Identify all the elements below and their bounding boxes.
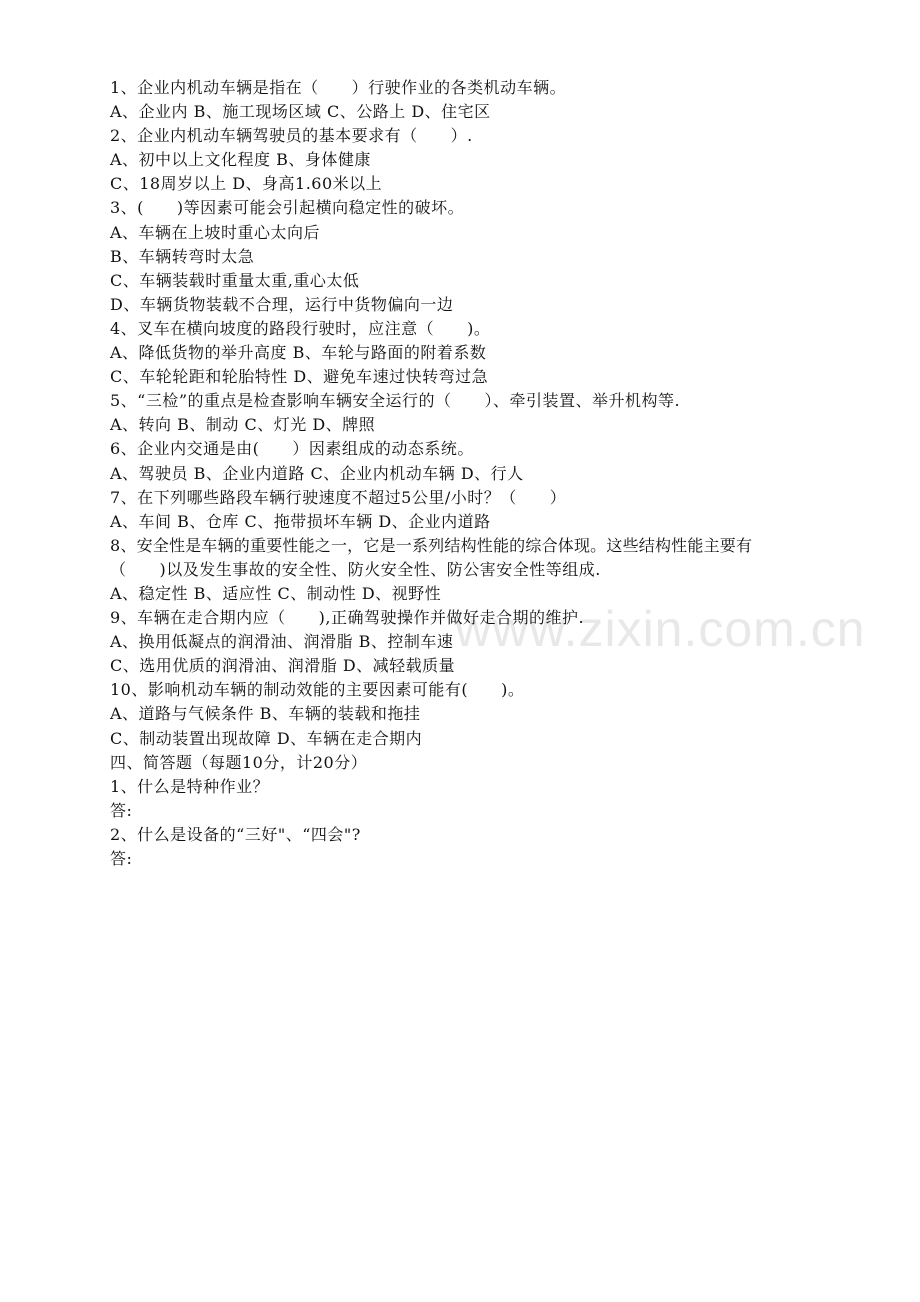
question-4-options-cd: C、车轮轮距和轮胎特性 D、避免车速过快转弯过急 bbox=[110, 367, 489, 387]
question-4-options-ab: A、降低货物的举升高度 B、车轮与路面的附着系数 bbox=[110, 343, 487, 363]
question-7-options: A、车间 B、仓库 C、拖带损坏车辆 D、企业内道路 bbox=[110, 511, 491, 531]
question-2: 2、企业内机动车辆驾驶员的基本要求有（ ）. bbox=[110, 126, 473, 146]
short-answer-question-1: 1、什么是特种作业？ bbox=[110, 776, 270, 796]
question-3-option-d: D、车辆货物装载不合理，运行中货物偏向一边 bbox=[110, 294, 454, 314]
document-content bbox=[110, 76, 870, 871]
question-1-options: A、企业内 B、施工现场区域 C、公路上 D、住宅区 bbox=[110, 102, 491, 122]
question-9-options-ab: A、换用低凝点的润滑油、润滑脂 B、控制车速 bbox=[110, 632, 454, 652]
question-8-continued: （ )以及发生事故的安全性、防火安全性、防公害安全性等组成. bbox=[110, 559, 601, 579]
question-5: 5、“三检”的重点是检查影响车辆安全运行的（ ）、牵引装置、举升机构等. bbox=[110, 391, 681, 411]
question-10-options-cd: C、制动装置出现故障 D、车辆在走合期内 bbox=[110, 728, 423, 748]
question-4: 4、叉车在横向坡度的路段行驶时，应注意（ )。 bbox=[110, 318, 491, 338]
question-9: 9、车辆在走合期内应（ ),正确驾驶操作并做好走合期的维护. bbox=[110, 608, 585, 628]
question-10: 10、影响机动车辆的制动效能的主要因素可能有( )。 bbox=[110, 680, 525, 700]
question-2-options-ab: A、初中以上文化程度 B、身体健康 bbox=[110, 150, 371, 170]
short-answer-2-label: 答: bbox=[110, 849, 133, 868]
question-8-options: A、稳定性 B、适应性 C、制动性 D、视野性 bbox=[110, 583, 442, 603]
question-3-option-c: C、车辆装载时重量太重,重心太低 bbox=[110, 270, 360, 290]
section-heading-short-answer: 四、简答题（每题10分，计20分） bbox=[110, 752, 368, 772]
question-8: 8、安全性是车辆的重要性能之一，它是一系列结构性能的综合体现。这些结构性能主要有 bbox=[110, 535, 753, 555]
question-7: 7、在下列哪些路段车辆行驶速度不超过5公里/小时？（ ） bbox=[110, 487, 567, 507]
question-2-options-cd: C、18周岁以上 D、身高1.60米以上 bbox=[110, 174, 383, 194]
short-answer-1-label: 答: bbox=[110, 800, 133, 820]
question-6-options: A、驾驶员 B、企业内道路 C、企业内机动车辆 D、行人 bbox=[110, 463, 524, 483]
question-1: 1、企业内机动车辆是指在（ ）行驶作业的各类机动车辆。 bbox=[110, 78, 567, 97]
question-10-options-ab: A、道路与气候条件 B、车辆的装载和拖挂 bbox=[110, 704, 421, 724]
short-answer-question-2: 2、什么是设备的“三好"、“四会"? bbox=[110, 824, 361, 844]
question-3-option-b: B、车辆转弯时太急 bbox=[110, 246, 255, 266]
question-3: 3、( )等因素可能会引起横向稳定性的破坏。 bbox=[110, 198, 465, 218]
question-5-options: A、转向 B、制动 C、灯光 D、牌照 bbox=[110, 415, 376, 435]
watermark: www.zixin.com.cn bbox=[455, 601, 866, 657]
question-9-options-cd: C、选用优质的润滑油、润滑脂 D、减轻载质量 bbox=[110, 656, 456, 676]
question-3-option-a: A、车辆在上坡时重心太向后 bbox=[110, 222, 321, 242]
question-6: 6、企业内交通是由( ）因素组成的动态系统。 bbox=[110, 439, 474, 459]
